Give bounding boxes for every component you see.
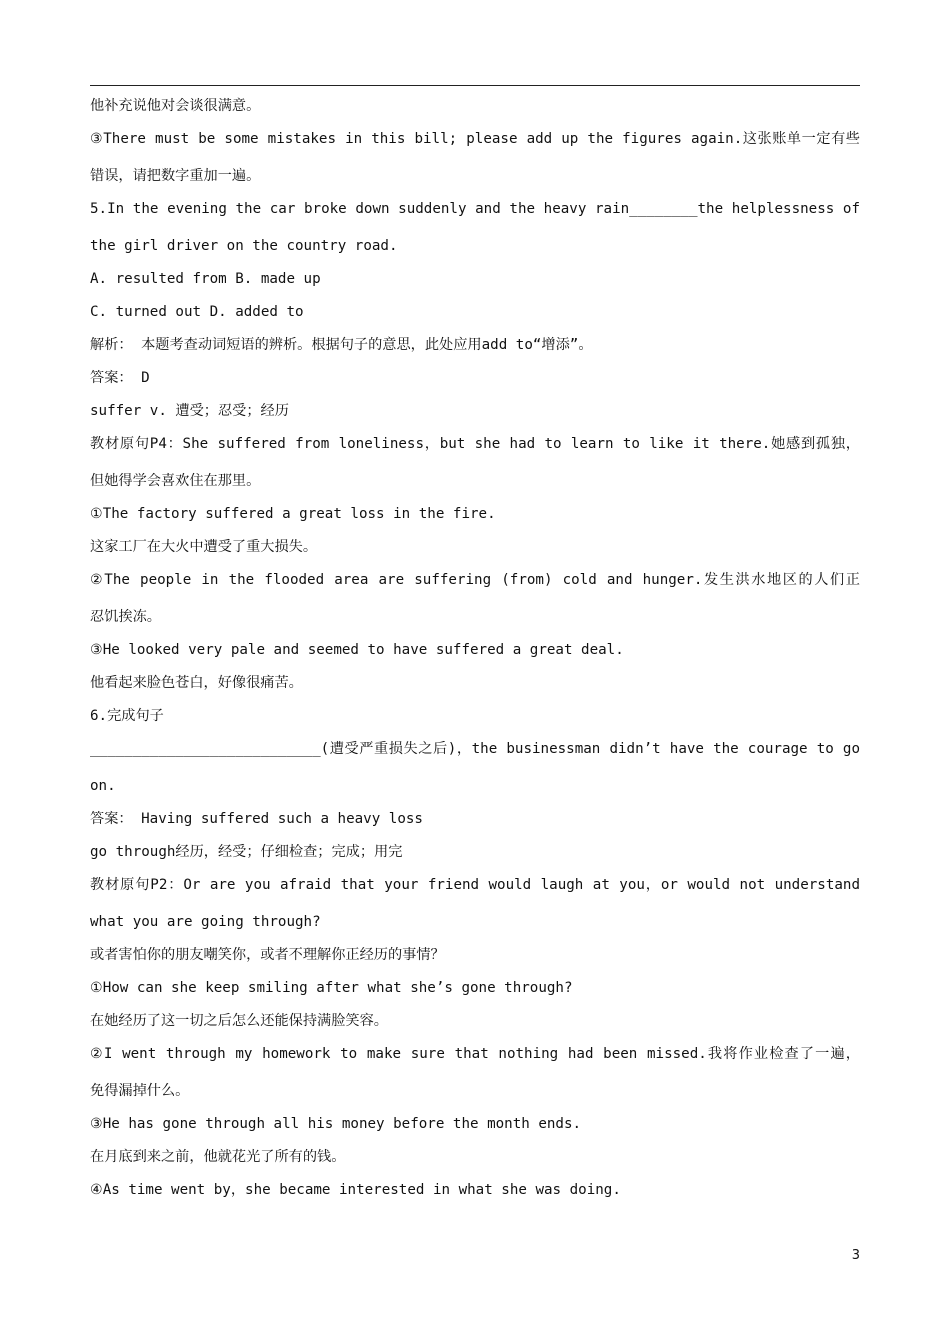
page-content (90, 96, 860, 1200)
question-heading: 6.完成句子 (90, 708, 164, 724)
text-line: on. (90, 778, 116, 794)
question-stem: 5.In the evening the car broke down suddenly and the heavy rain________the helplessness of (90, 201, 860, 217)
header-rule (90, 85, 860, 86)
translation-line: 在月底到来之前，他就花光了所有的钱。 (90, 1149, 346, 1165)
example-line: ②The people in the flooded area are suffering (from) cold and hunger.发生洪水地区的人们正 (90, 572, 860, 588)
text-line: 他补充说他对会谈很满意。 (90, 98, 261, 114)
example-line: ①The factory suffered a great loss in the fire. (90, 506, 496, 522)
vocab-heading: suffer v. 遭受；忍受；经历 (90, 403, 289, 419)
explanation-line: 解析： 本题考查动词短语的辨析。根据句子的意思，此处应用add to“增添”。 (90, 337, 593, 353)
answer-line: 答案： Having suffered such a heavy loss (90, 811, 423, 827)
translation-line: 忍饥挨冻。 (90, 609, 161, 625)
example-line: ④As time went by，she became interested in what she was doing. (90, 1182, 621, 1198)
text-line: 教材原句P4：She suffered from loneliness，but she had to learn to like it there.她感到孤独， (90, 436, 860, 452)
vocab-heading: go through经历，经受；仔细检查；完成；用完 (90, 844, 403, 860)
option-line: A. resulted from B. made up (90, 271, 321, 287)
page-number: 3 (851, 1248, 860, 1263)
example-line: ③He has gone through all his money before the month ends. (90, 1116, 582, 1132)
translation-line: 在她经历了这一切之后怎么还能保持满脸笑容。 (90, 1013, 388, 1029)
example-line: ③He looked very pale and seemed to have suffered a great deal. (90, 642, 624, 658)
example-line: ②I went through my homework to make sure that nothing had been missed.我将作业检查了一遍， (90, 1046, 860, 1062)
question-stem: ___________________________(遭受严重损失之后)，the businessman didn’t have the courage to go (90, 741, 860, 757)
answer-line: 答案： D (90, 370, 150, 386)
translation-line: 他看起来脸色苍白，好像很痛苦。 (90, 675, 303, 691)
text-line: 错误，请把数字重加一遍。 (90, 168, 261, 184)
text-line: what you are going through? (90, 914, 321, 930)
translation-line: 免得漏掉什么。 (90, 1083, 190, 1099)
text-line: 教材原句P2：Or are you afraid that your friend would laugh at you，or would not understand (90, 877, 860, 893)
example-line: ①How can she keep smiling after what she’s gone through? (90, 980, 573, 996)
text-line: ③There must be some mistakes in this bill; please add up the figures again.这张账单一定有些 (90, 131, 860, 147)
option-line: C. turned out D. added to (90, 304, 304, 320)
text-line: the girl driver on the country road. (90, 238, 398, 254)
translation-line: 这家工厂在大火中遭受了重大损失。 (90, 539, 318, 555)
translation-line: 或者害怕你的朋友嘲笑你，或者不理解你正经历的事情？ (90, 947, 445, 963)
text-line: 但她得学会喜欢住在那里。 (90, 473, 261, 489)
